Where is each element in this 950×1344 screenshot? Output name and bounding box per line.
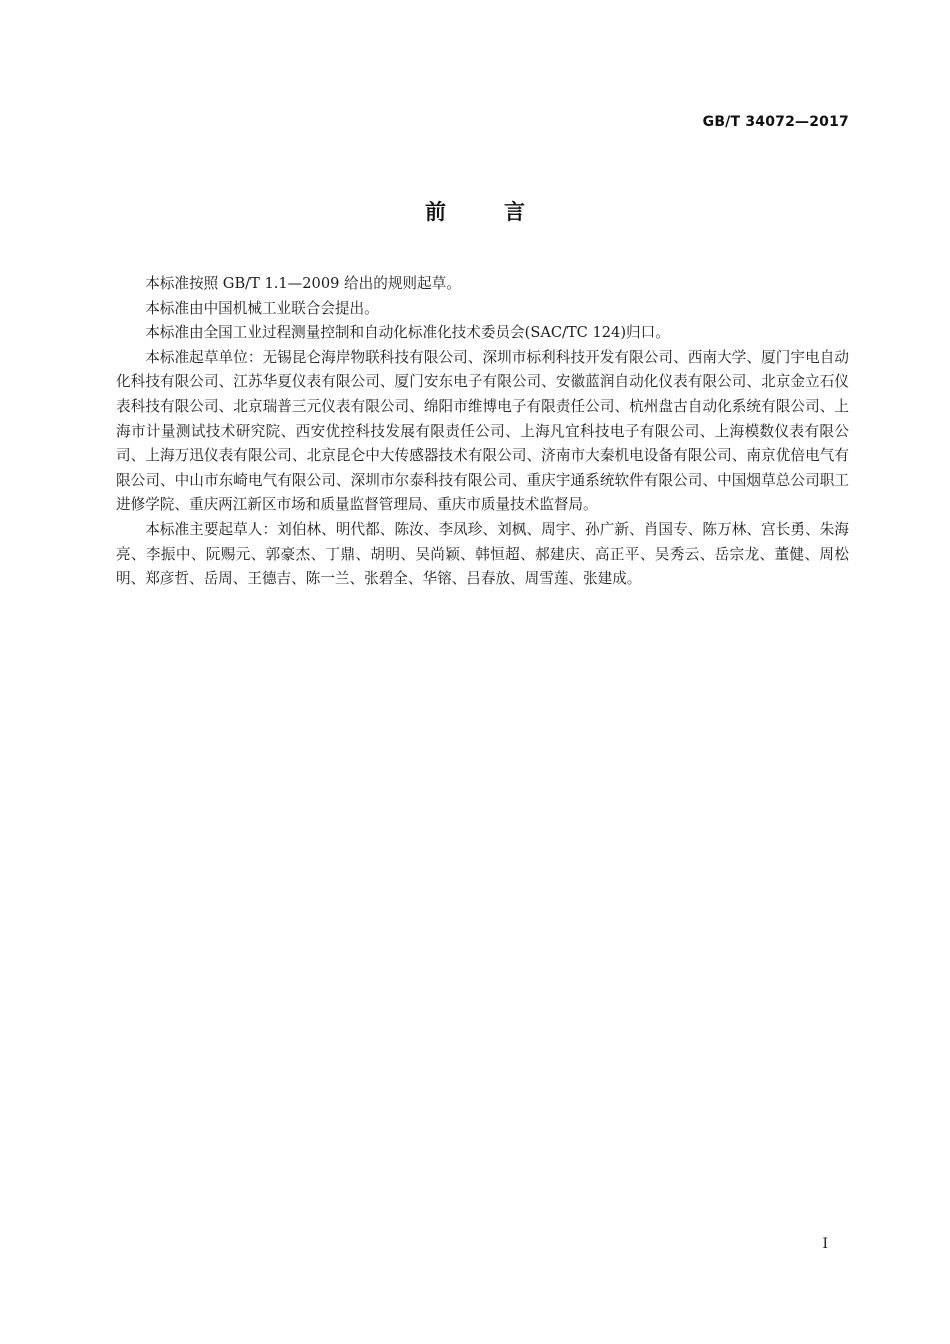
standard-code: GB/T 34072—2017 <box>702 114 849 130</box>
paragraph-proposer: 本标准由中国机械工业联合会提出。 <box>145 299 379 317</box>
page-number: I <box>822 1236 828 1252</box>
paragraph-committee: 本标准由全国工业过程测量控制和自动化标准化技术委员会(SAC/TC 124)归口。 <box>145 324 670 342</box>
paragraph-drafting-units: 本标准起草单位：无锡昆仑海岸物联科技有限公司、深圳市标利科技开发有限公司、西南大学、厦门宇电自动化科技有限公司、江苏华夏仪表有限公司、厦门安东电子有限公司、安徽蓝润自动化仪表有限公司、北京金立石仪表科技有限公司、北京瑞普三元仪表有限公司、绵阳市维博电子有限责任公司、杭州盘古自动化系统有限公司、上海市计量测试技术研究院、西安优控科技发展有限责任公司、上海凡宜科技电子有限公司、上海模数仪表有限公司、上海万迅仪表有限公司、北京昆仑中大传感器技术有限公司、济南市大秦机电设备有限公司、南京优倍电气有限公司、中山市东崎电气有限公司、深圳市尔泰科技有限公司、重庆宇通系统软件有限公司、中国烟草总公司职工进修学院、重庆两江新区市场和质量监督管理局、重庆市质量技术监督局。 <box>116 348 849 514</box>
paragraph-drafting-rules: 本标准按照 GB/T 1.1—2009 给出的规则起草。 <box>145 275 461 292</box>
document-body <box>116 272 849 592</box>
page-title: 前言 <box>425 200 583 224</box>
paragraph-drafters: 本标准主要起草人：刘伯林、明代都、陈汝、李凤珍、刘枫、周宇、孙广新、肖国专、陈万林、宫长勇、朱海亮、李振中、阮赐元、郭豪杰、丁鼎、胡明、吴尚颖、韩恒超、郝建庆、高正平、吴秀云、岳宗龙、董健、周松明、郑彦哲、岳周、王德吉、陈一兰、张碧全、华镕、吕春放、周雪莲、张建成。 <box>116 520 849 588</box>
